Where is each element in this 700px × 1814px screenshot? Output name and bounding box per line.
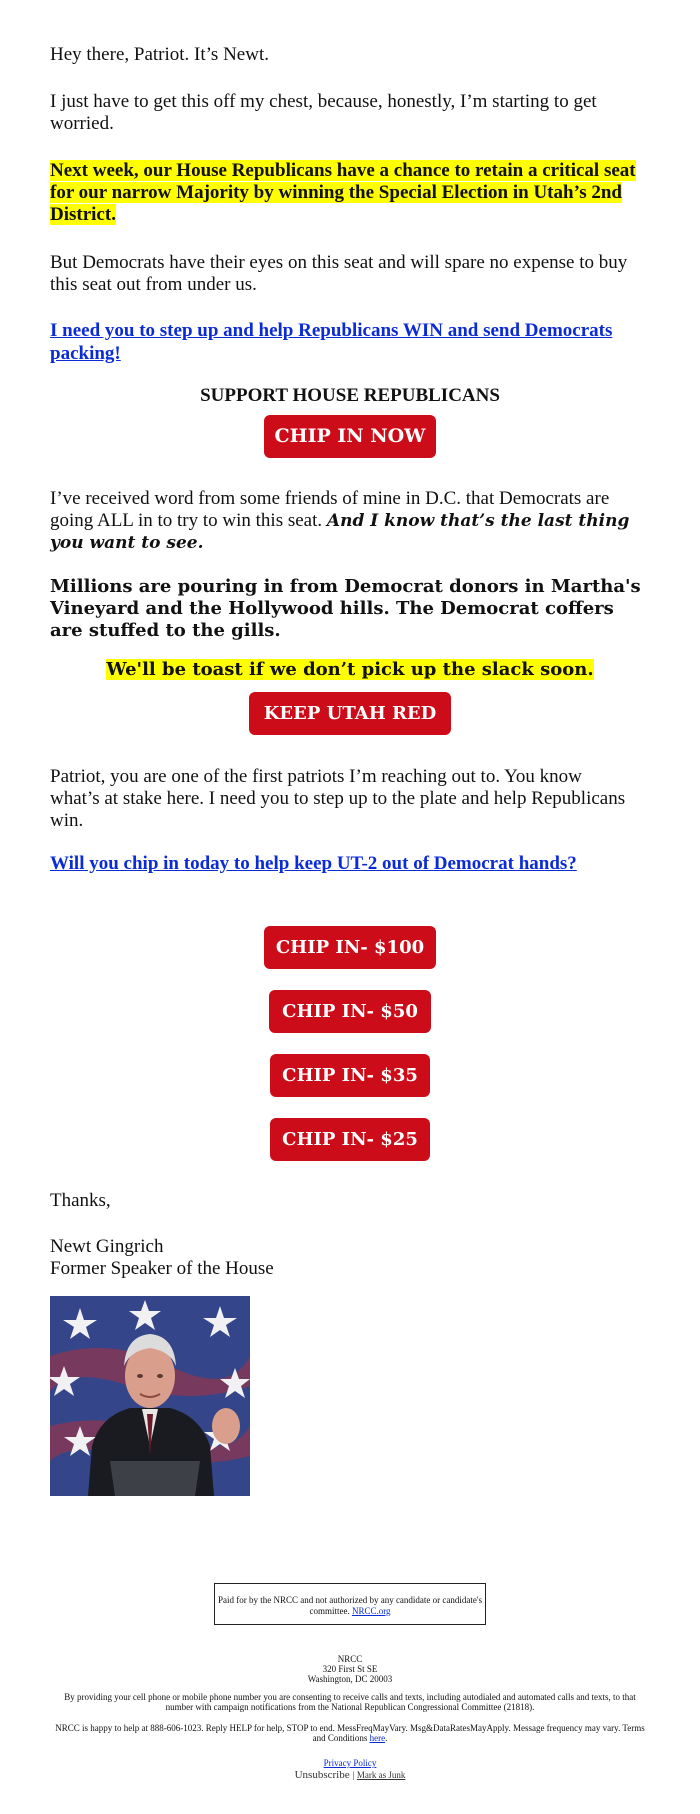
paragraph-worried: I just have to get this off my chest, because, honestly, I’m starting to get worried. (50, 91, 597, 134)
portrait-illustration (50, 1296, 250, 1496)
help-text (50, 1723, 650, 1743)
chip-in-50-button[interactable]: CHIP IN- $50 (269, 990, 431, 1033)
nrcc-org-link[interactable]: NRCC.org (351, 1606, 391, 1616)
highlight-text: Next week, our House Republicans have a chance to retain a critical seat for our narrow Majority by winning the Special Election in Utah’s 2nd District. (50, 160, 636, 225)
org-name: NRCC (337, 1654, 363, 1664)
privacy-row (50, 1758, 650, 1768)
mark-as-junk-link[interactable]: Mark as Junk (356, 1770, 406, 1780)
unsubscribe-link[interactable]: Unsubscribe (294, 1769, 350, 1781)
help-republicans-win-link[interactable]: I need you to step up and help Republicans WIN and send Democrats packing! (50, 320, 613, 364)
chip-in-now-button[interactable]: CHIP IN NOW (264, 415, 436, 458)
chip-in-25-button[interactable]: CHIP IN- $25 (270, 1118, 430, 1161)
support-heading: SUPPORT HOUSE REPUBLICANS (200, 385, 500, 406)
chip-25-row (50, 1118, 650, 1161)
chip-in-now-row (50, 415, 650, 458)
highlight-toast-text: We'll be toast if we don’t pick up the slack soon. (106, 659, 594, 680)
chip-in-ut2-link[interactable]: Will you chip in today to help keep UT-2 out of Democrat hands? (50, 853, 577, 874)
keep-utah-red-button[interactable]: KEEP UTAH RED (249, 692, 451, 735)
keep-utah-red-row (50, 692, 650, 735)
greeting: Hey there, Patriot. It’s Newt. (50, 44, 269, 65)
help-text-period: . (385, 1733, 388, 1743)
paid-for-text: Paid for by the NRCC and not authorized by any candidate or candidate's committee. (217, 1595, 483, 1616)
signature-name: Newt Gingrich (50, 1236, 164, 1257)
highlight-special-election (50, 160, 640, 226)
link-paragraph-1 (50, 320, 650, 366)
chip-50-row (50, 990, 650, 1033)
chip-in-35-button[interactable]: CHIP IN- $35 (270, 1054, 430, 1097)
chip-in-100-button[interactable]: CHIP IN- $100 (264, 926, 436, 969)
paragraph-friends-dc (50, 488, 650, 554)
highlight-toast (50, 659, 650, 681)
paragraph-friends-text: I’ve received word from some friends of mine in D.C. that Democrats are going ALL in to try to win this seat. (50, 488, 610, 531)
paragraph-friends-italic: And I know that’s the last thing you want to see. (50, 511, 630, 553)
link-paragraph-2 (50, 853, 650, 876)
chip-100-row (50, 926, 650, 969)
privacy-policy-link[interactable]: Privacy Policy (323, 1758, 377, 1768)
paragraph-millions: Millions are pouring in from Democrat donors in Martha's Vineyard and the Hollywood hills. The Democrat coffers are stuffed to the gills. (50, 576, 641, 641)
footer-address (50, 1654, 650, 1684)
address-line-1: 320 First St SE (322, 1664, 378, 1674)
unsubscribe-row (50, 1769, 650, 1782)
thanks: Thanks, (50, 1190, 111, 1211)
paid-for-box (214, 1583, 486, 1625)
footer-separator: | (352, 1770, 355, 1780)
address-line-2: Washington, DC 20003 (307, 1674, 393, 1684)
chip-35-row (50, 1054, 650, 1097)
consent-text: By providing your cell phone or mobile phone number you are consenting to receive calls and texts, including autodialed and automated calls and texts, to that number with campaign notifications from the National Republican Congressional Committee (21818). (64, 1692, 636, 1712)
signature-title: Former Speaker of the House (50, 1258, 274, 1279)
terms-here-link[interactable]: here (369, 1733, 386, 1743)
newt-gingrich-photo (50, 1296, 250, 1496)
paragraph-patriot: Patriot, you are one of the first patriots I’m reaching out to. You know what’s at stake here. I need you to step up to the plate and help Republicans win. (50, 766, 626, 831)
paragraph-democrats: But Democrats have their eyes on this seat and will spare no expense to buy this seat out from under us. (50, 252, 628, 295)
help-text-body: NRCC is happy to help at 888-606-1023. Reply HELP for help, STOP to end. MessFreqMayVary. Msg&DataRatesMayApply. Message frequency may vary. Terms and Conditions (55, 1723, 645, 1743)
